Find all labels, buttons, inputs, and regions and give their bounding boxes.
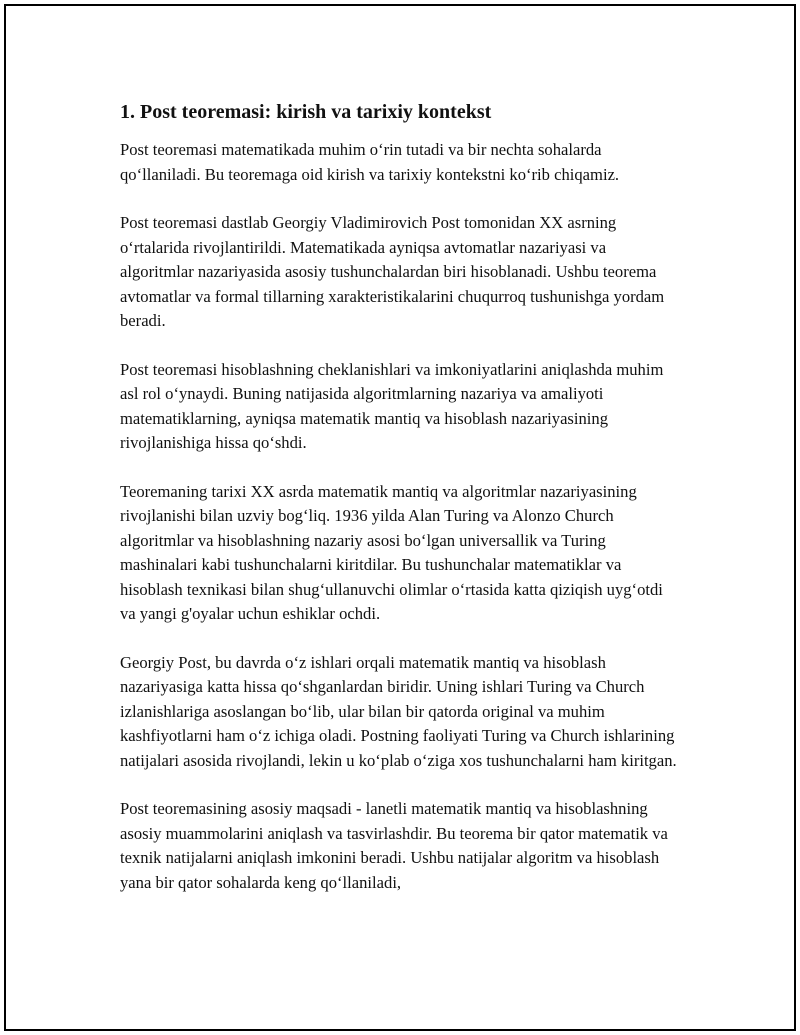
paragraph-origin: Post teoremasi dastlab Georgiy Vladimirovich Post tomonidan XX asrning o‘rtalarida rivojlantirildi. Matematikada ayniqsa avtomatlar nazariyasi va algoritmlar nazariyasida asosiy tushunchalardan biri hisoblanadi. Ushbu teorema avtomatlar va formal tillarning xarakteristikalarini chuqurroq tushunishga yordam beradi.	[120, 213, 665, 330]
paragraph-post-contribution: Georgiy Post, bu davrda o‘z ishlari orqali matematik mantiq va hisoblash nazariyasiga katta hissa qo‘shganlardan biridir. Uning ishlari Turing va Church izlanishlariga asoslangan bo‘lib, ular bilan bir qatorda original va muhim kashfiyotlarni ham o‘z ichiga oladi. Postning faoliyati Turing va Church ishlarining natijalari asosida rivojlandi, lekin u ko‘plab o‘ziga xos tushunchalarni ham kiritgan.	[120, 652, 677, 770]
paragraph-goal: Post teoremasining asosiy maqsadi - lanetli matematik mantiq va hisoblashning asosiy muammolarini aniqlash va tasvirlashdir. Bu teorema bir qator matematik va texnik natijalarni aniqlash imkonini beradi. Ushbu natijalar algoritm va hisoblash yana bir qator sohalarda keng qo‘llaniladi,	[120, 799, 668, 892]
document-body	[120, 98, 680, 919]
paragraph-intro: Post teoremasi matematikada muhim o‘rin tutadi va bir nechta sohalarda qo‘llaniladi. Bu teoremaga oid kirish va tarixiy kontekstni ko‘rib chiqamiz.	[120, 140, 620, 184]
paragraph-role: Post teoremasi hisoblashning cheklanishlari va imkoniyatlarini aniqlashda muhim asl rol o‘ynaydi. Buning natijasida algoritmlarning nazariya va amaliyoti matematiklarning, ayniqsa matematik mantiq va hisoblash nazariyasining rivojlanishiga hissa qo‘shdi.	[120, 359, 664, 452]
section-heading: 1. Post teoremasi: kirish va tarixiy kontekst	[120, 101, 492, 123]
paragraph-history: Teoremaning tarixi XX asrda matematik mantiq va algoritmlar nazariyasining rivojlanishi bilan uzviy bog‘liq. 1936 yilda Alan Turing va Alonzo Church algoritmlar va hisoblashning nazariy asosi bo‘lgan universallik va Turing mashinalari kabi tushunchalarni kiritdilar. Bu tushunchalar matematiklar va hisoblash texnikasi bilan shug‘ullanuvchi olimlar o‘rtasida katta qiziqish uyg‘otdi va yangi g'oyalar uchun eshiklar ochdi.	[120, 481, 663, 623]
document-page	[4, 4, 796, 1031]
